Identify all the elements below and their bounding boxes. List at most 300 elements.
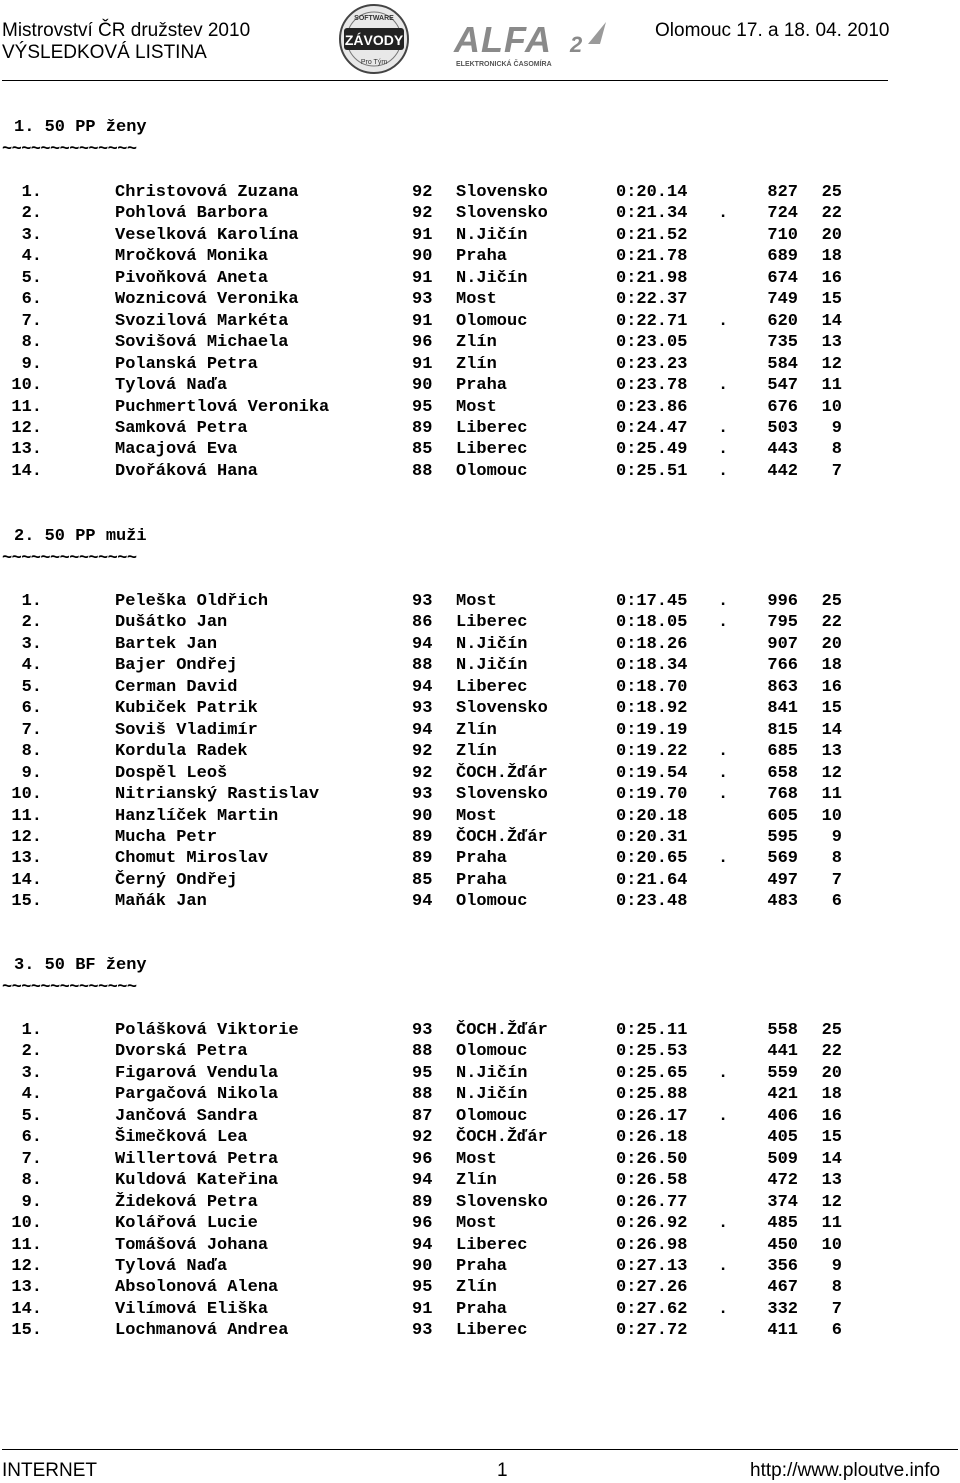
birth-year: 92 (412, 1128, 433, 1148)
birth-year: 91 (412, 311, 433, 331)
swim-time: 0:24.47 (616, 418, 688, 438)
athlete-name: Pohlová Barbora (115, 204, 269, 224)
fina-points: 441 (767, 1042, 798, 1062)
club: Slovensko (456, 204, 548, 224)
result-row (0, 439, 960, 460)
athlete-name: Figarová Vendula (115, 1063, 279, 1083)
rank: 11. (11, 397, 42, 417)
athlete-name: Kolářová Lucie (115, 1214, 258, 1234)
place-date: Olomouc 17. a 18. 04. 2010 (655, 20, 890, 41)
rank: 6. (21, 290, 42, 310)
club: N.Jičín (456, 1085, 528, 1105)
birth-year: 89 (412, 849, 433, 869)
rank: 12. (11, 827, 42, 847)
club: Liberec (456, 1321, 528, 1341)
rank: 4. (21, 656, 42, 676)
time-mark: . (718, 1214, 729, 1234)
birth-year: 91 (412, 354, 433, 374)
athlete-name: Tylová Naďa (115, 376, 228, 396)
athlete-name: Cerman David (115, 677, 238, 697)
club: ČOCH.Žďár (456, 1128, 548, 1148)
birth-year: 89 (412, 418, 433, 438)
swim-time: 0:23.23 (616, 354, 688, 374)
fina-points: 724 (767, 204, 798, 224)
birth-year: 90 (412, 806, 433, 826)
club: Zlín (456, 742, 497, 762)
fina-points: 569 (767, 849, 798, 869)
athlete-name: Jančová Sandra (115, 1106, 258, 1126)
birth-year: 96 (412, 333, 433, 353)
club: N.Jičín (456, 225, 528, 245)
result-row (0, 1256, 960, 1277)
birth-year: 85 (412, 440, 433, 460)
result-row (0, 1320, 960, 1341)
result-row (0, 655, 960, 676)
fina-points: 766 (767, 656, 798, 676)
swim-time: 0:23.05 (616, 333, 688, 353)
athlete-name: Peleška Oldřich (115, 592, 269, 611)
birth-year: 91 (412, 225, 433, 245)
fina-points: 863 (767, 677, 798, 697)
section-underline: ~~~~~~~~~~~~~~ (2, 549, 137, 568)
club: ČOCH.Žďár (456, 827, 548, 847)
place-points: 7 (831, 461, 842, 481)
swim-time: 0:27.26 (616, 1278, 688, 1298)
club: Praha (456, 247, 508, 267)
swim-time: 0:18.05 (616, 613, 688, 633)
rank: 7. (21, 720, 42, 740)
result-row (0, 741, 960, 762)
rank: 2. (21, 1042, 42, 1062)
fina-points: 768 (767, 785, 798, 805)
rank: 2. (21, 204, 42, 224)
rank: 6. (21, 1128, 42, 1148)
result-row (0, 848, 960, 869)
fina-points: 907 (767, 634, 798, 654)
swim-time: 0:19.70 (616, 785, 688, 805)
fina-points: 450 (767, 1235, 798, 1255)
birth-year: 87 (412, 1106, 433, 1126)
result-row (0, 182, 960, 203)
fina-points: 443 (767, 440, 798, 460)
birth-year: 93 (412, 592, 433, 611)
athlete-name: Vilímová Eliška (115, 1299, 269, 1319)
birth-year: 94 (412, 1235, 433, 1255)
athlete-name: Lochmanová Andrea (115, 1321, 289, 1341)
birth-year: 94 (412, 677, 433, 697)
athlete-name: Maňák Jan (115, 892, 207, 912)
swim-time: 0:26.50 (616, 1149, 688, 1169)
rank: 1. (21, 183, 42, 202)
time-mark: . (718, 311, 729, 331)
time-mark: . (718, 849, 729, 869)
place-points: 8 (831, 849, 842, 869)
place-points: 22 (821, 1042, 842, 1062)
result-row (0, 289, 960, 310)
page-number: 1 (497, 1460, 508, 1481)
place-points: 11 (821, 376, 842, 396)
rank: 4. (21, 247, 42, 267)
rank: 3. (21, 634, 42, 654)
athlete-name: Bartek Jan (115, 634, 218, 654)
fina-points: 467 (767, 1278, 798, 1298)
rank: 9. (21, 1192, 42, 1212)
athlete-name: Christovová Zuzana (115, 183, 299, 202)
club: Liberec (456, 1235, 528, 1255)
rank: 14. (11, 870, 42, 890)
fina-points: 374 (767, 1192, 798, 1212)
rank: 5. (21, 1106, 42, 1126)
place-points: 9 (831, 418, 842, 438)
page-header (0, 0, 960, 84)
result-row (0, 677, 960, 698)
club: N.Jičín (456, 634, 528, 654)
athlete-name: Macajová Eva (115, 440, 238, 460)
result-row (0, 375, 960, 396)
place-points: 12 (821, 354, 842, 374)
place-points: 6 (831, 892, 842, 912)
fina-points: 841 (767, 699, 798, 719)
birth-year: 95 (412, 1063, 433, 1083)
athlete-name: Veselková Karolína (115, 225, 299, 245)
result-row (0, 311, 960, 332)
result-row (0, 591, 960, 612)
rank: 10. (11, 1214, 42, 1234)
result-row (0, 1235, 960, 1256)
swim-time: 0:26.58 (616, 1171, 688, 1191)
club: Liberec (456, 613, 528, 633)
place-points: 22 (821, 204, 842, 224)
fina-points: 559 (767, 1063, 798, 1083)
fina-points: 749 (767, 290, 798, 310)
rank: 4. (21, 1085, 42, 1105)
fina-points: 483 (767, 892, 798, 912)
rank: 12. (11, 418, 42, 438)
club: Most (456, 1214, 497, 1234)
footer-rule (2, 1449, 958, 1450)
birth-year: 85 (412, 870, 433, 890)
club: Liberec (456, 440, 528, 460)
time-mark: . (718, 763, 729, 783)
club: Liberec (456, 418, 528, 438)
athlete-name: Dušátko Jan (115, 613, 228, 633)
place-points: 8 (831, 440, 842, 460)
fina-points: 605 (767, 806, 798, 826)
place-points: 11 (821, 785, 842, 805)
athlete-name: Dospěl Leoš (115, 763, 228, 783)
result-row (0, 225, 960, 246)
place-points: 13 (821, 742, 842, 762)
place-points: 16 (821, 677, 842, 697)
athlete-name: Černý Ondřej (115, 870, 238, 890)
birth-year: 95 (412, 1278, 433, 1298)
swim-time: 0:19.22 (616, 742, 688, 762)
athlete-name: Puchmertlová Veronika (115, 397, 330, 417)
athlete-name: Kuldová Kateřina (115, 1171, 279, 1191)
section-title: 2. 50 PP muži (14, 527, 147, 546)
athlete-name: Kubiček Patrik (115, 699, 258, 719)
birth-year: 90 (412, 376, 433, 396)
athlete-name: Dvorská Petra (115, 1042, 248, 1062)
athlete-name: Willertová Petra (115, 1149, 279, 1169)
rank: 8. (21, 742, 42, 762)
result-row (0, 461, 960, 482)
rank: 13. (11, 849, 42, 869)
athlete-name: Tylová Naďa (115, 1256, 228, 1276)
athlete-name: Šimečková Lea (115, 1128, 248, 1148)
zavody-logo-bottom: Pro Tým (360, 59, 388, 66)
footer-url[interactable]: http://www.ploutve.info (750, 1460, 941, 1481)
swim-time: 0:25.53 (616, 1042, 688, 1062)
athlete-name: Polášková Viktorie (115, 1021, 299, 1040)
club: Zlín (456, 720, 497, 740)
club: Slovensko (456, 785, 548, 805)
fina-points: 485 (767, 1214, 798, 1234)
athlete-name: Tomášová Johana (115, 1235, 269, 1255)
club: Olomouc (456, 1106, 528, 1126)
time-mark: . (718, 613, 729, 633)
swim-time: 0:26.92 (616, 1214, 688, 1234)
birth-year: 92 (412, 204, 433, 224)
place-points: 14 (821, 720, 842, 740)
birth-year: 86 (412, 613, 433, 633)
place-points: 13 (821, 1171, 842, 1191)
rank: 12. (11, 1256, 42, 1276)
result-row (0, 827, 960, 848)
fina-points: 676 (767, 397, 798, 417)
competition-title: Mistrovství ČR družstev 2010 (2, 20, 251, 41)
rank: 2. (21, 613, 42, 633)
club: Liberec (456, 677, 528, 697)
swim-time: 0:20.31 (616, 827, 688, 847)
result-row (0, 1106, 960, 1127)
club: ČOCH.Žďár (456, 1021, 548, 1040)
place-points: 20 (821, 225, 842, 245)
athlete-name: Žideková Petra (115, 1192, 258, 1212)
swim-time: 0:23.86 (616, 397, 688, 417)
fina-points: 411 (767, 1321, 798, 1341)
athlete-name: Polanská Petra (115, 354, 258, 374)
result-row (0, 354, 960, 375)
birth-year: 90 (412, 1256, 433, 1276)
club: Most (456, 397, 497, 417)
swim-time: 0:26.18 (616, 1128, 688, 1148)
fina-points: 815 (767, 720, 798, 740)
svg-text:2: 2 (570, 32, 583, 57)
swim-time: 0:25.88 (616, 1085, 688, 1105)
place-points: 25 (821, 592, 842, 611)
athlete-name: Svozilová Markéta (115, 311, 289, 331)
birth-year: 94 (412, 634, 433, 654)
place-points: 22 (821, 613, 842, 633)
result-row (0, 784, 960, 805)
result-row (0, 1149, 960, 1170)
rank: 7. (21, 1149, 42, 1169)
rank: 1. (21, 1021, 42, 1040)
place-points: 16 (821, 268, 842, 288)
result-row (0, 1192, 960, 1213)
club: Praha (456, 1299, 508, 1319)
swim-time: 0:21.52 (616, 225, 688, 245)
swim-time: 0:21.78 (616, 247, 688, 267)
swim-time: 0:18.92 (616, 699, 688, 719)
athlete-name: Soviš Vladimír (115, 720, 258, 740)
athlete-name: Samková Petra (115, 418, 248, 438)
club: Slovensko (456, 183, 548, 202)
fina-points: 356 (767, 1256, 798, 1276)
rank: 8. (21, 333, 42, 353)
birth-year: 93 (412, 699, 433, 719)
fina-points: 996 (767, 592, 798, 611)
rank: 11. (11, 806, 42, 826)
place-points: 15 (821, 699, 842, 719)
time-mark: . (718, 418, 729, 438)
rank: 13. (11, 1278, 42, 1298)
club: N.Jičín (456, 268, 528, 288)
fina-points: 558 (767, 1021, 798, 1040)
place-points: 10 (821, 806, 842, 826)
athlete-name: Hanzlíček Martin (115, 806, 279, 826)
club: Olomouc (456, 311, 528, 331)
rank: 14. (11, 461, 42, 481)
birth-year: 92 (412, 183, 433, 202)
fina-points: 421 (767, 1085, 798, 1105)
place-points: 18 (821, 247, 842, 267)
fina-points: 674 (767, 268, 798, 288)
time-mark: . (718, 440, 729, 460)
swim-time: 0:25.49 (616, 440, 688, 460)
athlete-name: Pivoňková Aneta (115, 268, 269, 288)
place-points: 11 (821, 1214, 842, 1234)
birth-year: 94 (412, 1171, 433, 1191)
club: Zlín (456, 333, 497, 353)
athlete-name: Mucha Petr (115, 827, 218, 847)
swim-time: 0:17.45 (616, 592, 688, 611)
fina-points: 503 (767, 418, 798, 438)
result-row (0, 1084, 960, 1105)
result-row (0, 397, 960, 418)
result-row (0, 1063, 960, 1084)
swim-time: 0:21.64 (616, 870, 688, 890)
fina-points: 332 (767, 1299, 798, 1319)
birth-year: 90 (412, 247, 433, 267)
swim-time: 0:20.65 (616, 849, 688, 869)
result-row (0, 698, 960, 719)
rank: 14. (11, 1299, 42, 1319)
document-type: VÝSLEDKOVÁ LISTINA (2, 42, 207, 63)
athlete-name: Nitrianský Rastislav (115, 785, 320, 805)
swim-time: 0:18.70 (616, 677, 688, 697)
birth-year: 89 (412, 1192, 433, 1212)
fina-points: 472 (767, 1171, 798, 1191)
fina-points: 710 (767, 225, 798, 245)
alfa-logo-text: ALFA (454, 19, 552, 60)
swim-time: 0:25.65 (616, 1063, 688, 1083)
club: Praha (456, 870, 508, 890)
footer-source: INTERNET (2, 1460, 97, 1481)
section-underline: ~~~~~~~~~~~~~~ (2, 140, 137, 159)
fina-points: 497 (767, 870, 798, 890)
club: Olomouc (456, 461, 528, 481)
place-points: 10 (821, 397, 842, 417)
fina-points: 584 (767, 354, 798, 374)
place-points: 6 (831, 1321, 842, 1341)
result-row (0, 720, 960, 741)
place-points: 20 (821, 634, 842, 654)
rank: 11. (11, 1235, 42, 1255)
time-mark: . (718, 1256, 729, 1276)
fina-points: 547 (767, 376, 798, 396)
result-row (0, 806, 960, 827)
birth-year: 93 (412, 1321, 433, 1341)
fina-points: 658 (767, 763, 798, 783)
swim-time: 0:21.34 (616, 204, 688, 224)
fina-points: 685 (767, 742, 798, 762)
swim-time: 0:27.72 (616, 1321, 688, 1341)
rank: 5. (21, 268, 42, 288)
result-row (0, 1170, 960, 1191)
place-points: 18 (821, 1085, 842, 1105)
place-points: 14 (821, 311, 842, 331)
birth-year: 88 (412, 656, 433, 676)
rank: 10. (11, 785, 42, 805)
club: Olomouc (456, 892, 528, 912)
result-row (0, 612, 960, 633)
place-points: 12 (821, 1192, 842, 1212)
birth-year: 94 (412, 720, 433, 740)
section-title: 3. 50 BF ženy (14, 956, 147, 975)
result-row (0, 1213, 960, 1234)
rank: 9. (21, 763, 42, 783)
athlete-name: Kordula Radek (115, 742, 248, 762)
birth-year: 93 (412, 785, 433, 805)
place-points: 25 (821, 183, 842, 202)
fina-points: 827 (767, 183, 798, 202)
rank: 5. (21, 677, 42, 697)
swim-time: 0:22.37 (616, 290, 688, 310)
swim-time: 0:23.48 (616, 892, 688, 912)
fina-points: 795 (767, 613, 798, 633)
result-row (0, 268, 960, 289)
fina-points: 689 (767, 247, 798, 267)
time-mark: . (718, 742, 729, 762)
swim-time: 0:27.62 (616, 1299, 688, 1319)
section-title: 1. 50 PP ženy (14, 118, 147, 137)
result-row (0, 763, 960, 784)
athlete-name: Absolonová Alena (115, 1278, 279, 1298)
rank: 15. (11, 1321, 42, 1341)
time-mark: . (718, 785, 729, 805)
fina-points: 735 (767, 333, 798, 353)
birth-year: 88 (412, 461, 433, 481)
place-points: 18 (821, 656, 842, 676)
birth-year: 95 (412, 397, 433, 417)
fina-points: 405 (767, 1128, 798, 1148)
place-points: 10 (821, 1235, 842, 1255)
swim-time: 0:18.26 (616, 634, 688, 654)
place-points: 9 (831, 827, 842, 847)
swim-time: 0:22.71 (616, 311, 688, 331)
place-points: 25 (821, 1021, 842, 1040)
swim-time: 0:25.11 (616, 1021, 688, 1040)
club: Most (456, 1149, 497, 1169)
fina-points: 406 (767, 1106, 798, 1126)
club: ČOCH.Žďár (456, 763, 548, 783)
birth-year: 91 (412, 268, 433, 288)
club: Zlín (456, 1171, 497, 1191)
club: N.Jičín (456, 1063, 528, 1083)
swim-time: 0:20.18 (616, 806, 688, 826)
